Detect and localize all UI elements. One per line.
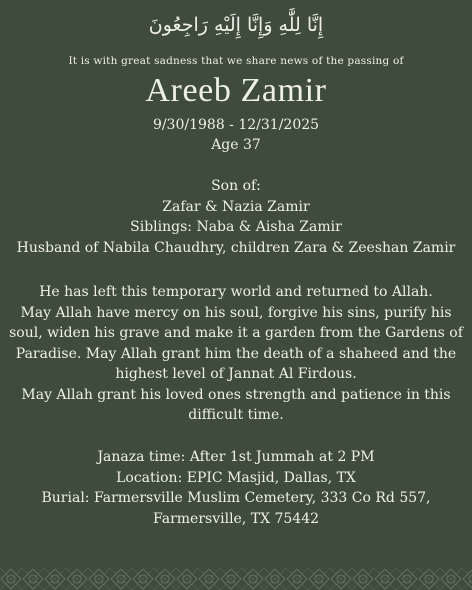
janaza-time: Janaza time: After 1st Jummah at 2 PM — [97, 449, 375, 465]
prayer-line: May Allah have mercy on his soul, forgive his sins, purify his — [20, 304, 452, 321]
family-line: Son of: — [211, 178, 261, 194]
family-line: Husband of Nabila Chaudhry, children Zara & Zeeshan Zamir — [16, 239, 456, 256]
family-line: Zafar & Nazia Zamir — [162, 198, 310, 215]
geometric-border-pattern-icon — [0, 568, 472, 590]
prayer-section — [0, 282, 472, 426]
janaza-section — [0, 447, 472, 529]
family-section — [0, 176, 472, 258]
prayer-line: Paradise. May Allah grant him the death of a shaheed and the — [15, 345, 457, 362]
prayer-line: highest level of Jannat Al Firdous. — [115, 366, 357, 382]
janaza-location: Location: EPIC Masjid, Dallas, TX — [116, 469, 356, 486]
prayer-line: soul, widen his grave and make it a garden from the Gardens of — [9, 325, 463, 341]
age-text: Age 37 — [211, 137, 261, 153]
prayer-line: difficult time. — [188, 407, 284, 423]
burial-city: Farmersville, TX 75442 — [152, 510, 320, 527]
family-line: Siblings: Naba & Aisha Zamir — [130, 219, 342, 235]
life-dates: 9/30/1988 - 12/31/2025 — [152, 117, 320, 133]
arabic-verse: إِنَّا لِلَّٰهِ وَإِنَّا إِلَيْهِ رَاجِعُونَ — [148, 14, 324, 36]
prayer-line: He has left this temporary world and returned to Allah. — [39, 284, 433, 300]
intro-text: It is with great sadness that we share news of the passing of — [68, 55, 404, 67]
burial-address: Burial: Farmersville Muslim Cemetery, 333 Co Rd 557, — [41, 490, 431, 506]
deceased-name: Areeb Zamir — [145, 72, 327, 109]
prayer-line: May Allah grant his loved ones strength and patience in this — [21, 386, 451, 403]
